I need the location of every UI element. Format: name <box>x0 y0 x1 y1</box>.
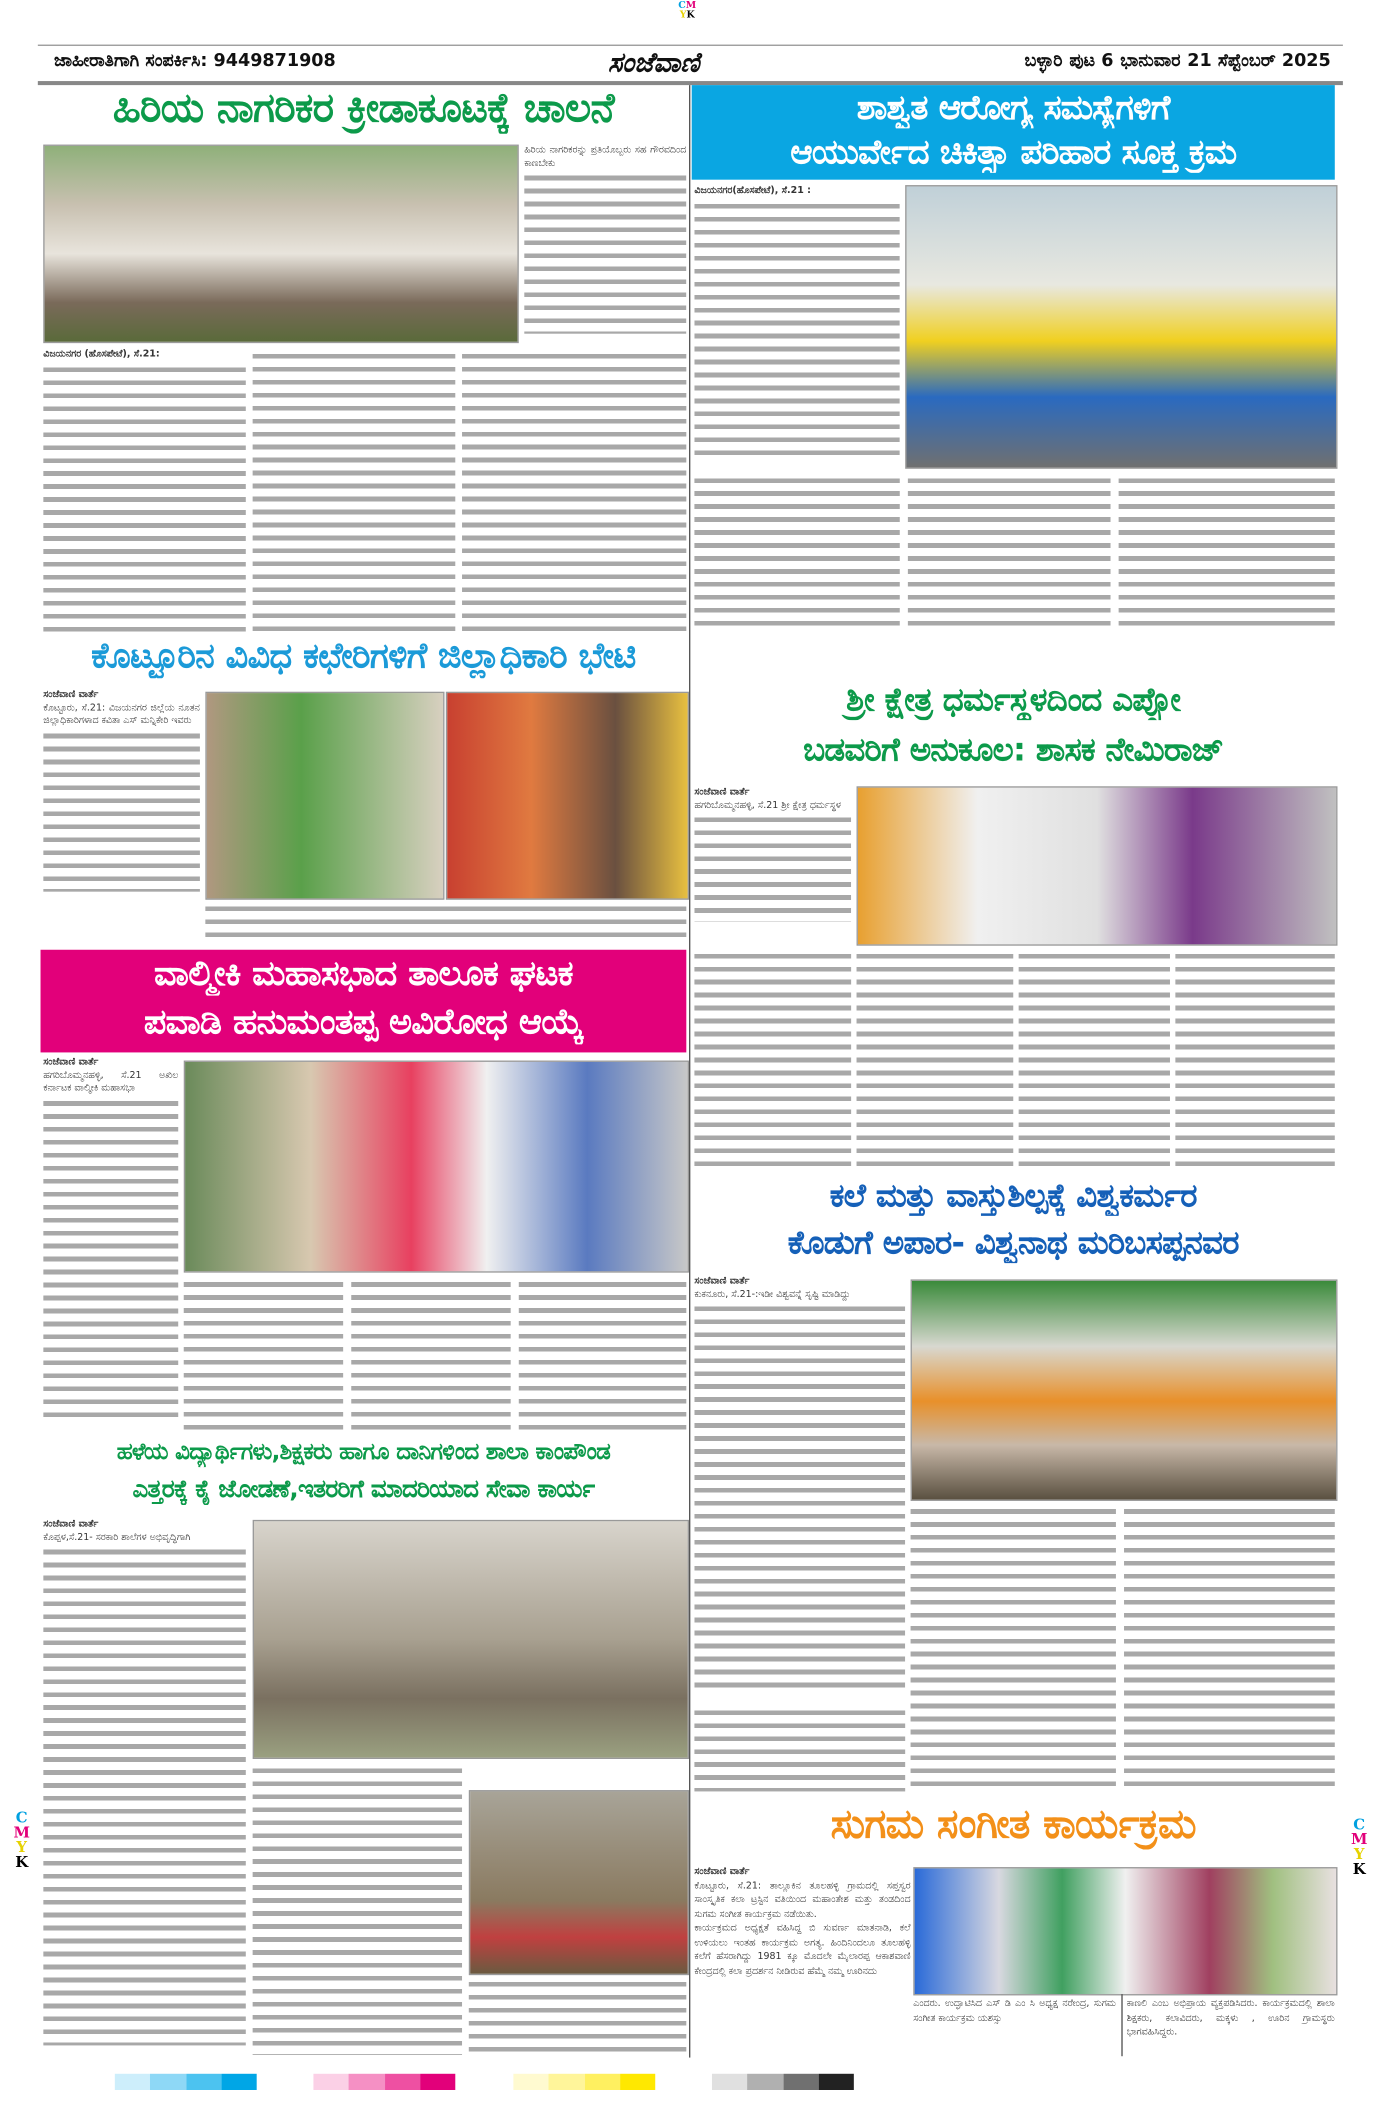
dateline: ವಿಜಯನಗರ (ಹೊಸಪೇಟೆ), ಸೆ.21: <box>43 348 160 360</box>
byline: ಸಂಜೆವಾಣಿ ವಾರ್ತೆ <box>43 1518 99 1530</box>
column-divider <box>1121 1994 1122 2056</box>
article-dharmasthala-col3 <box>1019 950 1170 1173</box>
article-sugama-text <box>694 1864 910 2056</box>
reg-y: Y <box>16 1838 28 1857</box>
headline-school-2: ಎತ್ತರಕ್ಕೆ ಕೈ ಜೋಡಣೆ,ಇತರರಿಗೆ ಮಾದರಿಯಾದ ಸೇವಾ ಕಾರ್ಯ <box>132 1476 595 1504</box>
article-vishwakarma-col2 <box>911 1505 1116 1791</box>
color-bar-yellow <box>513 2074 655 2090</box>
article-sugama-col3 <box>1127 1997 1335 2056</box>
byline: ಸಂಜೆವಾಣಿ ವಾರ್ತೆ <box>694 786 750 798</box>
article-sugama-col2 <box>913 1997 1116 2056</box>
reg-c: C <box>15 1808 28 1827</box>
reg-m: M <box>13 1823 30 1842</box>
photo-music-program <box>913 1867 1337 1995</box>
paragraph: ಕೊಟ್ಟೂರು, ಸೆ.21: ತಾಲ್ಲೂಕಿನ ತೂಲಹಳ್ಳಿ ಗ್ರಾಮದಲ್ಲಿ ಸಪ್ತಸ್ವರ ಸಾಂಸ್ಕೃತಿಕ ಕಲಾ ಟ್ರಸ್ಟಿನ ವತಿಯಿಂದ ಮಹಾಂತೇಶ ಮತ್ತು ತಂಡದಿಂದ ಸುಗಮ ಸಂಗೀತ ಕಾರ್ಯಕ್ರಮ ನಡೆಯಿತು. <box>694 1879 911 1920</box>
headline-box-valmiki <box>41 950 687 1053</box>
photo-office-2 <box>446 692 689 900</box>
reg-m: M <box>685 0 697 11</box>
reg-k: K <box>15 1853 29 1872</box>
color-bar-magenta <box>313 2074 455 2090</box>
headline-kottur-visit: ಕೊಟ್ಟೂರಿನ ವಿವಿಧ ಕಛೇರಿಗಳಿಗೆ ಜಿಲ್ಲಾಧಿಕಾರಿ ಭೇಟಿ <box>91 637 636 677</box>
reg-k: K <box>1352 1860 1366 1878</box>
registration-mark-right <box>1351 1817 1367 1876</box>
reg-c: C <box>678 0 686 11</box>
article-school-text <box>43 1519 246 2053</box>
dateline: ವಿಜಯನಗರ(ಹೊಸಪೇಟೆ), ಸೆ.21 : <box>694 185 811 196</box>
article-ayurveda-col4 <box>1119 474 1335 633</box>
byline: ಸಂಜೆವಾಣಿ ವಾರ್ತೆ <box>694 1865 750 1877</box>
headline-sugama-sangeetha: ಸುಗಮ ಸಂಗೀತ ಕಾರ್ಯಕ್ರಮ <box>830 1802 1196 1849</box>
byline: ಸಂಜೆವಾಣಿ ವಾರ್ತೆ <box>43 1056 99 1068</box>
date: 21 ಸೆಪ್ಟೆಂಬರ್ 2025 <box>1187 51 1331 72</box>
color-bar-cyan <box>115 2074 257 2090</box>
article-vishwakarma-text <box>694 1275 905 1699</box>
byline: ಸಂಜೆವಾಣಿ ವಾರ್ತೆ <box>43 689 99 700</box>
photo-vishwakarma <box>911 1279 1338 1501</box>
dateline-header <box>1025 51 1331 71</box>
article-dharmasthala-col2 <box>857 950 1014 1173</box>
photo-dharmasthala <box>857 786 1338 945</box>
reg-y: Y <box>679 8 687 21</box>
headline-dharmasthala-2: ಬಡವರಿಗೆ ಅನುಕೂಲ: ಶಾಸಕ ನೇಮಿರಾಜ್ <box>803 732 1224 769</box>
headline-ayurveda-1: ಶಾಶ್ವತ ಆರೋಗ್ಯ ಸಮಸ್ಯೆಗಳಿಗೆ <box>856 89 1170 127</box>
dateline: ಹಗರಿಬೊಮ್ಮನಹಳ್ಳಿ, ಸೆ.21 ಶ್ರೀ ಕ್ಷೇತ್ರ ಧರ್ಮಸ್ಥಳ <box>694 799 841 811</box>
headline-valmiki-1: ವಾಲ್ಮೀಕಿ ಮಹಾಸಭಾದ ತಾಲೂಕ ಘಟಕ <box>153 955 573 995</box>
edition: ಬಳ್ಳಾರಿ <box>1024 51 1063 72</box>
dateline: ಕೊಪ್ಪಳ,ಸೆ.21- ಸರಕಾರಿ ಶಾಲೆಗಳ ಅಭಿವೃದ್ಧಿಗಾಗಿ <box>43 1531 191 1543</box>
dateline: ಹಗರಿಬೊಮ್ಮನಹಳ್ಳಿ, ಸೆ.21 ಅಖಿಲ ಕರ್ನಾಟಕ ವಾಲ್ಮೀಕಿ ಮಹಾಸಭಾ <box>43 1069 179 1094</box>
headline-ayurveda-2: ಆಯುರ್ವೇದ ಚಿಕಿತ್ಸಾ ಪರಿಹಾರ ಸೂಕ್ತ ಕ್ರಮ <box>790 133 1237 172</box>
article-dharmasthala-col4 <box>1175 950 1334 1173</box>
paragraph: ಕಾಣಲಿ ಎಂಬ ಅಭಿಪ್ರಾಯ ವ್ಯಕ್ತಪಡಿಸಿದರು. ಕಾರ್ಯಕ್ರಮದಲ್ಲಿ ಶಾಲಾ ಶಿಕ್ಷಕರು, ಕಲಾವಿದರು, ಮಕ್ಕಳು , ಊರಿನ ಗ್ರಾಮಸ್ಥರು ಭಾಗವಹಿಸಿದ್ದರು. <box>1126 1998 1335 2038</box>
article-valmiki-text <box>43 1056 178 1434</box>
paragraph: ಎಂದರು. ಉದ್ಘಾಟಿಸಿದ ಎಸ್ ಡಿ ಎಂ ಸಿ ಅಧ್ಯಕ್ಷ ನರೇಂದ್ರ, ಸುಗಮ ಸಂಗೀತ ಕಾರ್ಯಕ್ರಮ ಯಶಸ್ಸು <box>913 1998 1116 2024</box>
article-vishwakarma-col1b <box>694 1706 905 1791</box>
color-bar-black <box>712 2074 854 2090</box>
dateline: ಕೊಟ್ಟೂರು, ಸೆ.21: ವಿಜಯನಗರ ಜಿಲ್ಲೆಯ ನೂತನ ಜಿಲ್ಲಾಧಿಕಾರಿಗಳಾದ ಕವಿತಾ ಎಸ್ ಮನ್ನಿಕೇರಿ ಇವರು <box>43 701 200 726</box>
photo-office-1 <box>205 692 444 900</box>
registration-mark-top <box>678 0 696 19</box>
photo-ayurveda-event <box>905 185 1337 469</box>
article-valmiki-col4 <box>519 1278 687 1433</box>
photo-school-work <box>469 1790 689 1975</box>
article-valmiki-col3 <box>351 1278 510 1433</box>
article-vishwakarma-col3 <box>1124 1505 1335 1791</box>
photo-school-compound <box>253 1520 689 1759</box>
reg-c: C <box>1353 1815 1366 1834</box>
page-number: ಪುಟ 6 <box>1069 51 1114 72</box>
dateline: ಕುಕನೂರು, ಸೆ.21-:ಇಡೀ ವಿಶ್ವವನ್ನೆ ಸೃಷ್ಟಿ ಮಾಡಿದ್ದು <box>694 1288 851 1300</box>
article-senior-lead <box>524 145 686 342</box>
article-valmiki-col2 <box>184 1278 343 1433</box>
article-senior-col2 <box>253 350 456 634</box>
registration-mark-left <box>13 1808 30 1872</box>
article-school-col2 <box>253 1764 462 2054</box>
reg-k: K <box>686 8 695 21</box>
article-kottur-text <box>43 689 200 939</box>
byline: ಸಂಜೆವಾಣಿ ವಾರ್ತೆ <box>694 1275 750 1287</box>
paragraph: ಕಾರ್ಯಕ್ರಮದ ಅಧ್ಯಕ್ಷತೆ ವಹಿಸಿದ್ದ ಬಿ ಸುವರ್ಣ ಮಾತನಾಡಿ, ಕಲೆ ಉಳಿಯಲು ಇಂತಹ ಕಾರ್ಯಕ್ರಮ ಅಗತ್ಯ. ಹಿಂದಿನಿಂದಲೂ ತೂಲಹಳ್ಳಿ ಕಲೆಗೆ ಹೆಸರಾಗಿದ್ದು 1981 ಕ್ಕೂ ಮೊದಲೇ ಮೈಲಾರಪ್ಪ ಆಕಾಶವಾಣಿ ಕೇಂದ್ರದಲ್ಲಿ ಕಲಾ ಪ್ರದರ್ಶನ ನೀಡಿರುವ ಹೆಮ್ಮೆ ನಮ್ಮ ಊರಿನದು <box>694 1922 911 1976</box>
lead-text: ಹಿರಿಯ ನಾಗರಿಕರನ್ನು ಪ್ರತಿಯೊಬ್ಬರು ಸಹ ಗೌರವದಿಂದ ಕಾಣಬೇಕು <box>524 144 687 169</box>
headline-vishwakarma-1: ಕಲೆ ಮತ್ತು ವಾಸ್ತುಶಿಲ್ಪಕ್ಕೆ ವಿಶ್ವಕರ್ಮರ <box>829 1178 1197 1215</box>
ad-contact: ಜಾಹೀರಾತಿಗಾಗಿ ಸಂಪರ್ಕಿಸಿ: 9449871908 <box>54 51 336 72</box>
article-senior-col1 <box>43 349 246 633</box>
headline-dharmasthala-1: ಶ್ರೀ ಕ್ಷೇತ್ರ ಧರ್ಮಸ್ಥಳದಿಂದ ಎಪ್ಸೋ <box>846 682 1181 719</box>
masthead-logo: ಸಂಜೆವಾಣಿ <box>607 45 700 79</box>
photo-senior-citizens <box>43 145 519 344</box>
column-divider <box>689 85 690 2057</box>
weekday: ಭಾನುವಾರ <box>1120 51 1181 72</box>
headline-school-1: ಹಳೆಯ ವಿದ್ಯಾರ್ಥಿಗಳು,ಶಿಕ್ಷಕರು ಹಾಗೂ ದಾನಿಗಳಿಂದ ಶಾಲಾ ಕಾಂಪೌಂಡ <box>116 1440 611 1466</box>
reg-m: M <box>1351 1830 1368 1849</box>
article-ayurveda-col2 <box>694 474 899 633</box>
article-ayurveda-col1 <box>694 185 899 469</box>
photo-caption <box>205 902 686 940</box>
article-school-col3 <box>469 1978 687 2055</box>
photo-valmiki-felicitation <box>184 1061 689 1273</box>
article-senior-col3 <box>462 350 686 634</box>
article-dharmasthala-col1 <box>694 950 851 1173</box>
article-ayurveda-col3 <box>908 474 1111 633</box>
article-dharmasthala-text <box>694 786 851 941</box>
headline-vishwakarma-2: ಕೊಡುಗೆ ಅಪಾರ- ವಿಶ್ವನಾಥ ಮರಿಬಸಪ್ಪನವರ <box>787 1225 1239 1262</box>
headline-valmiki-2: ಪವಾಡಿ ಹನುಮಂತಪ್ಪ ಅವಿರೋಧ ಆಯ್ಕೆ <box>143 1003 584 1043</box>
headline-senior-sports: ಹಿರಿಯ ನಾಗರಿಕರ ಕ್ರೀಡಾಕೂಟಕ್ಕೆ ಚಾಲನೆ <box>112 86 614 133</box>
headline-box-ayurveda <box>692 85 1335 180</box>
reg-y: Y <box>1353 1845 1365 1864</box>
